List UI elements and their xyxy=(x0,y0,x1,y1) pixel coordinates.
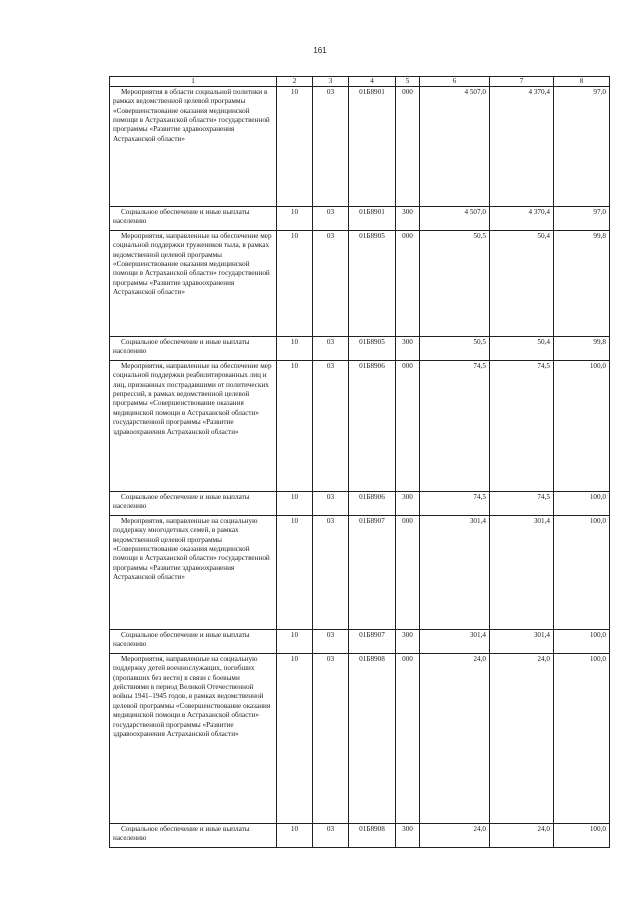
row-subsection: 03 xyxy=(313,337,349,361)
column-header: 1 xyxy=(110,77,277,87)
row-approved: 301,4 xyxy=(420,516,490,630)
row-percent: 97,0 xyxy=(554,207,610,231)
row-percent: 100,0 xyxy=(554,492,610,516)
row-expense-type: 000 xyxy=(396,654,420,824)
row-section: 10 xyxy=(277,654,313,824)
row-section: 10 xyxy=(277,337,313,361)
row-subsection: 03 xyxy=(313,231,349,337)
row-executed: 301,4 xyxy=(490,630,554,654)
table-row xyxy=(110,87,610,207)
row-percent: 100,0 xyxy=(554,630,610,654)
table-row xyxy=(110,630,610,654)
row-subsection: 03 xyxy=(313,207,349,231)
row-target-article: 01Б8907 xyxy=(349,630,396,654)
row-name: Социальное обеспечение и иные выплаты населению xyxy=(110,492,277,516)
table-row xyxy=(110,516,610,630)
row-expense-type: 000 xyxy=(396,231,420,337)
row-name: Социальное обеспечение и иные выплаты населению xyxy=(110,824,277,848)
row-executed: 50,4 xyxy=(490,231,554,337)
budget-table xyxy=(109,76,610,848)
row-name: Мероприятия в области социальной политики в рамках ведомственной целевой программы «Совершенствование оказания медицинской помощи в Астраханской области» государственной программы «Развитие здравоохранения Астраханской области» xyxy=(110,87,277,207)
row-executed: 4 370,4 xyxy=(490,207,554,231)
column-header: 2 xyxy=(277,77,313,87)
column-header: 7 xyxy=(490,77,554,87)
row-percent: 99,8 xyxy=(554,337,610,361)
row-target-article: 01Б8907 xyxy=(349,516,396,630)
table-row xyxy=(110,337,610,361)
column-header: 5 xyxy=(396,77,420,87)
row-executed: 24,0 xyxy=(490,654,554,824)
row-executed: 74,5 xyxy=(490,361,554,492)
row-section: 10 xyxy=(277,824,313,848)
row-name: Мероприятия, направленные на социальную поддержку многодетных семей, в рамках ведомственной целевой программы «Совершенствование оказания медицинской помощи в Астраханской области» государственной программы «Развитие здравоохранения Астраханской области» xyxy=(110,516,277,630)
row-target-article: 01Б8906 xyxy=(349,492,396,516)
row-name: Мероприятия, направленные на социальную поддержку детей военнослужащих, погибших (пропавших без вести) в связи с боевыми действиями в период Великой Отечественной войны 1941–1945 годов, в рамках ведомственной целевой программы «Совершенствование оказания медицинской помощи в Астраханской области» государственной программы «Развитие здравоохранения Астраханской области» xyxy=(110,654,277,824)
row-target-article: 01Б8908 xyxy=(349,824,396,848)
row-percent: 97,0 xyxy=(554,87,610,207)
table-row xyxy=(110,492,610,516)
table-row xyxy=(110,361,610,492)
row-subsection: 03 xyxy=(313,824,349,848)
row-percent: 100,0 xyxy=(554,824,610,848)
column-header: 4 xyxy=(349,77,396,87)
row-target-article: 01Б8905 xyxy=(349,231,396,337)
row-name: Социальное обеспечение и иные выплаты населению xyxy=(110,207,277,231)
column-header: 6 xyxy=(420,77,490,87)
row-approved: 4 507,0 xyxy=(420,87,490,207)
row-subsection: 03 xyxy=(313,630,349,654)
row-section: 10 xyxy=(277,492,313,516)
row-expense-type: 000 xyxy=(396,516,420,630)
row-expense-type: 300 xyxy=(396,492,420,516)
row-percent: 100,0 xyxy=(554,361,610,492)
row-subsection: 03 xyxy=(313,492,349,516)
row-percent: 100,0 xyxy=(554,516,610,630)
row-subsection: 03 xyxy=(313,516,349,630)
row-section: 10 xyxy=(277,87,313,207)
row-executed: 50,4 xyxy=(490,337,554,361)
row-section: 10 xyxy=(277,630,313,654)
row-target-article: 01Б8901 xyxy=(349,207,396,231)
row-expense-type: 300 xyxy=(396,824,420,848)
row-expense-type: 300 xyxy=(396,207,420,231)
row-approved: 50,5 xyxy=(420,231,490,337)
row-name: Мероприятия, направленные на обеспечение мер социальной поддержки реабилитированных лиц и лиц, признанных пострадавшими от политических репрессий, в рамках ведомственной целевой программы «Совершенствование оказания медицинской помощи в Астраханской области» государственной программы «Развитие здравоохранения Астраханской области» xyxy=(110,361,277,492)
row-target-article: 01Б8905 xyxy=(349,337,396,361)
row-section: 10 xyxy=(277,207,313,231)
row-section: 10 xyxy=(277,231,313,337)
row-expense-type: 300 xyxy=(396,630,420,654)
row-approved: 24,0 xyxy=(420,824,490,848)
column-number-row xyxy=(110,77,610,87)
table-row xyxy=(110,207,610,231)
row-target-article: 01Б8908 xyxy=(349,654,396,824)
row-percent: 100,0 xyxy=(554,654,610,824)
table-row xyxy=(110,824,610,848)
row-expense-type: 300 xyxy=(396,337,420,361)
row-target-article: 01Б8901 xyxy=(349,87,396,207)
row-name: Мероприятия, направленные на обеспечение мер социальной поддержки тружеников тыла, в рамках ведомственной целевой программы «Совершенствование оказания медицинской помощи в Астраханской области» государственной программы «Развитие здравоохранения Астраханской области» xyxy=(110,231,277,337)
row-expense-type: 000 xyxy=(396,361,420,492)
row-approved: 4 507,0 xyxy=(420,207,490,231)
row-approved: 301,4 xyxy=(420,630,490,654)
row-subsection: 03 xyxy=(313,654,349,824)
column-header: 3 xyxy=(313,77,349,87)
row-executed: 301,4 xyxy=(490,516,554,630)
row-subsection: 03 xyxy=(313,87,349,207)
row-expense-type: 000 xyxy=(396,87,420,207)
row-executed: 74,5 xyxy=(490,492,554,516)
row-name: Социальное обеспечение и иные выплаты населению xyxy=(110,630,277,654)
row-section: 10 xyxy=(277,516,313,630)
row-executed: 24,0 xyxy=(490,824,554,848)
row-percent: 99,8 xyxy=(554,231,610,337)
row-subsection: 03 xyxy=(313,361,349,492)
table-row xyxy=(110,231,610,337)
row-name: Социальное обеспечение и иные выплаты населению xyxy=(110,337,277,361)
row-approved: 74,5 xyxy=(420,361,490,492)
row-approved: 50,5 xyxy=(420,337,490,361)
page-number: 161 xyxy=(313,46,327,55)
table-row xyxy=(110,654,610,824)
column-header: 8 xyxy=(554,77,610,87)
row-executed: 4 370,4 xyxy=(490,87,554,207)
row-approved: 24,0 xyxy=(420,654,490,824)
row-approved: 74,5 xyxy=(420,492,490,516)
row-target-article: 01Б8906 xyxy=(349,361,396,492)
row-section: 10 xyxy=(277,361,313,492)
